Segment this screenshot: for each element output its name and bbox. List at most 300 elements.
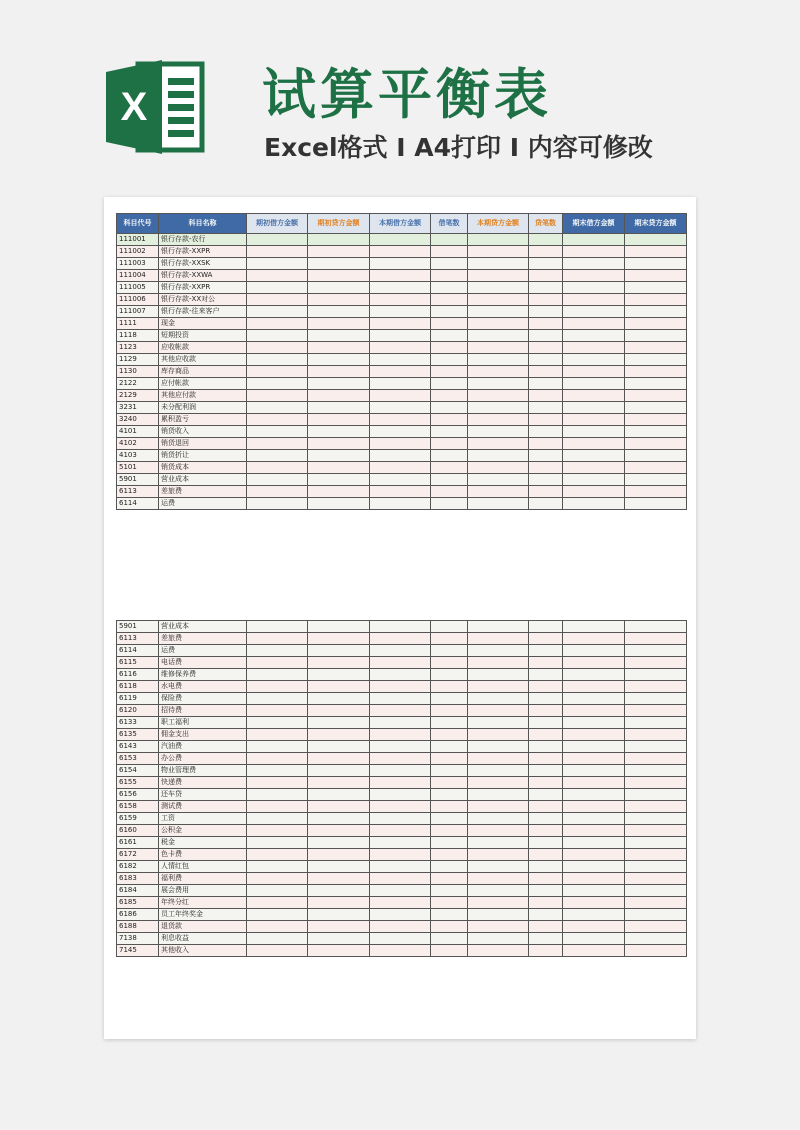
amount-cell[interactable] — [529, 633, 563, 645]
amount-cell[interactable] — [468, 306, 529, 318]
account-code-cell[interactable]: 6184 — [117, 885, 159, 897]
amount-cell[interactable] — [468, 789, 529, 801]
account-name-cell[interactable]: 应付帐款 — [159, 378, 247, 390]
amount-cell[interactable] — [468, 861, 529, 873]
amount-cell[interactable] — [563, 402, 625, 414]
amount-cell[interactable] — [468, 318, 529, 330]
account-code-cell[interactable]: 2122 — [117, 378, 159, 390]
amount-cell[interactable] — [625, 462, 687, 474]
amount-cell[interactable] — [431, 801, 468, 813]
amount-cell[interactable] — [625, 741, 687, 753]
amount-cell[interactable] — [431, 378, 468, 390]
amount-cell[interactable] — [370, 306, 431, 318]
account-name-cell[interactable]: 银行存款-XXWA — [159, 270, 247, 282]
amount-cell[interactable] — [529, 753, 563, 765]
amount-cell[interactable] — [625, 390, 687, 402]
account-code-cell[interactable]: 6119 — [117, 693, 159, 705]
amount-cell[interactable] — [529, 354, 563, 366]
amount-cell[interactable] — [468, 438, 529, 450]
amount-cell[interactable] — [370, 933, 431, 945]
amount-cell[interactable] — [370, 498, 431, 510]
amount-cell[interactable] — [625, 426, 687, 438]
amount-cell[interactable] — [625, 366, 687, 378]
amount-cell[interactable] — [468, 474, 529, 486]
amount-cell[interactable] — [563, 330, 625, 342]
account-code-cell[interactable]: 7145 — [117, 945, 159, 957]
amount-cell[interactable] — [247, 474, 308, 486]
amount-cell[interactable] — [247, 426, 308, 438]
amount-cell[interactable] — [563, 705, 625, 717]
amount-cell[interactable] — [431, 789, 468, 801]
amount-cell[interactable] — [468, 282, 529, 294]
account-name-cell[interactable]: 其他应收款 — [159, 354, 247, 366]
account-name-cell[interactable]: 银行存款-XXPR — [159, 246, 247, 258]
amount-cell[interactable] — [563, 909, 625, 921]
amount-cell[interactable] — [563, 318, 625, 330]
amount-cell[interactable] — [468, 342, 529, 354]
amount-cell[interactable] — [529, 294, 563, 306]
amount-cell[interactable] — [308, 741, 370, 753]
amount-cell[interactable] — [431, 909, 468, 921]
account-code-cell[interactable]: 6182 — [117, 861, 159, 873]
amount-cell[interactable] — [370, 825, 431, 837]
amount-cell[interactable] — [468, 885, 529, 897]
account-code-cell[interactable]: 6114 — [117, 498, 159, 510]
amount-cell[interactable] — [529, 498, 563, 510]
account-name-cell[interactable]: 其他应付款 — [159, 390, 247, 402]
amount-cell[interactable] — [563, 741, 625, 753]
account-name-cell[interactable]: 利息收益 — [159, 933, 247, 945]
amount-cell[interactable] — [431, 921, 468, 933]
amount-cell[interactable] — [431, 462, 468, 474]
amount-cell[interactable] — [563, 633, 625, 645]
amount-cell[interactable] — [529, 741, 563, 753]
account-code-cell[interactable]: 2129 — [117, 390, 159, 402]
amount-cell[interactable] — [308, 669, 370, 681]
amount-cell[interactable] — [308, 438, 370, 450]
account-name-cell[interactable]: 销货成本 — [159, 462, 247, 474]
amount-cell[interactable] — [370, 741, 431, 753]
amount-cell[interactable] — [529, 270, 563, 282]
amount-cell[interactable] — [529, 366, 563, 378]
amount-cell[interactable] — [468, 390, 529, 402]
amount-cell[interactable] — [308, 825, 370, 837]
amount-cell[interactable] — [468, 645, 529, 657]
account-code-cell[interactable]: 1130 — [117, 366, 159, 378]
amount-cell[interactable] — [247, 657, 308, 669]
amount-cell[interactable] — [529, 657, 563, 669]
account-code-cell[interactable]: 6159 — [117, 813, 159, 825]
amount-cell[interactable] — [529, 837, 563, 849]
amount-cell[interactable] — [308, 258, 370, 270]
account-code-cell[interactable]: 6115 — [117, 657, 159, 669]
amount-cell[interactable] — [625, 354, 687, 366]
amount-cell[interactable] — [625, 486, 687, 498]
amount-cell[interactable] — [563, 414, 625, 426]
amount-cell[interactable] — [529, 669, 563, 681]
amount-cell[interactable] — [308, 873, 370, 885]
amount-cell[interactable] — [468, 825, 529, 837]
amount-cell[interactable] — [468, 450, 529, 462]
amount-cell[interactable] — [370, 885, 431, 897]
account-name-cell[interactable]: 库存商品 — [159, 366, 247, 378]
account-name-cell[interactable]: 维修保养费 — [159, 669, 247, 681]
amount-cell[interactable] — [468, 705, 529, 717]
amount-cell[interactable] — [625, 765, 687, 777]
amount-cell[interactable] — [370, 921, 431, 933]
amount-cell[interactable] — [247, 837, 308, 849]
account-code-cell[interactable]: 111007 — [117, 306, 159, 318]
amount-cell[interactable] — [247, 741, 308, 753]
amount-cell[interactable] — [247, 246, 308, 258]
amount-cell[interactable] — [468, 354, 529, 366]
amount-cell[interactable] — [247, 366, 308, 378]
amount-cell[interactable] — [468, 234, 529, 246]
amount-cell[interactable] — [625, 318, 687, 330]
amount-cell[interactable] — [529, 705, 563, 717]
amount-cell[interactable] — [431, 414, 468, 426]
account-code-cell[interactable]: 6120 — [117, 705, 159, 717]
amount-cell[interactable] — [431, 294, 468, 306]
account-name-cell[interactable]: 营业成本 — [159, 474, 247, 486]
amount-cell[interactable] — [625, 669, 687, 681]
amount-cell[interactable] — [431, 933, 468, 945]
account-code-cell[interactable]: 7138 — [117, 933, 159, 945]
account-name-cell[interactable]: 公积金 — [159, 825, 247, 837]
amount-cell[interactable] — [247, 729, 308, 741]
amount-cell[interactable] — [625, 657, 687, 669]
amount-cell[interactable] — [625, 645, 687, 657]
amount-cell[interactable] — [431, 366, 468, 378]
amount-cell[interactable] — [563, 753, 625, 765]
amount-cell[interactable] — [247, 681, 308, 693]
amount-cell[interactable] — [468, 246, 529, 258]
account-code-cell[interactable]: 6161 — [117, 837, 159, 849]
amount-cell[interactable] — [308, 753, 370, 765]
amount-cell[interactable] — [431, 645, 468, 657]
amount-cell[interactable] — [625, 705, 687, 717]
amount-cell[interactable] — [247, 270, 308, 282]
amount-cell[interactable] — [370, 378, 431, 390]
account-code-cell[interactable]: 1129 — [117, 354, 159, 366]
account-name-cell[interactable]: 退货款 — [159, 921, 247, 933]
amount-cell[interactable] — [563, 801, 625, 813]
amount-cell[interactable] — [468, 633, 529, 645]
amount-cell[interactable] — [468, 717, 529, 729]
account-code-cell[interactable]: 111004 — [117, 270, 159, 282]
amount-cell[interactable] — [247, 765, 308, 777]
amount-cell[interactable] — [247, 801, 308, 813]
account-name-cell[interactable]: 销货收入 — [159, 426, 247, 438]
amount-cell[interactable] — [308, 462, 370, 474]
amount-cell[interactable] — [625, 474, 687, 486]
amount-cell[interactable] — [431, 426, 468, 438]
amount-cell[interactable] — [247, 330, 308, 342]
amount-cell[interactable] — [370, 366, 431, 378]
amount-cell[interactable] — [431, 825, 468, 837]
amount-cell[interactable] — [247, 258, 308, 270]
amount-cell[interactable] — [370, 681, 431, 693]
account-code-cell[interactable]: 5901 — [117, 621, 159, 633]
amount-cell[interactable] — [431, 330, 468, 342]
amount-cell[interactable] — [247, 450, 308, 462]
amount-cell[interactable] — [468, 849, 529, 861]
account-code-cell[interactable]: 6183 — [117, 873, 159, 885]
amount-cell[interactable] — [308, 402, 370, 414]
amount-cell[interactable] — [370, 669, 431, 681]
amount-cell[interactable] — [625, 933, 687, 945]
amount-cell[interactable] — [308, 450, 370, 462]
amount-cell[interactable] — [308, 426, 370, 438]
amount-cell[interactable] — [563, 474, 625, 486]
amount-cell[interactable] — [563, 270, 625, 282]
account-name-cell[interactable]: 年终分红 — [159, 897, 247, 909]
amount-cell[interactable] — [625, 825, 687, 837]
amount-cell[interactable] — [563, 813, 625, 825]
amount-cell[interactable] — [563, 873, 625, 885]
amount-cell[interactable] — [468, 909, 529, 921]
amount-cell[interactable] — [308, 813, 370, 825]
account-code-cell[interactable]: 6143 — [117, 741, 159, 753]
amount-cell[interactable] — [625, 633, 687, 645]
amount-cell[interactable] — [431, 258, 468, 270]
account-name-cell[interactable]: 运费 — [159, 645, 247, 657]
amount-cell[interactable] — [308, 717, 370, 729]
amount-cell[interactable] — [370, 621, 431, 633]
amount-cell[interactable] — [563, 498, 625, 510]
amount-cell[interactable] — [529, 402, 563, 414]
amount-cell[interactable] — [468, 378, 529, 390]
amount-cell[interactable] — [563, 669, 625, 681]
amount-cell[interactable] — [431, 474, 468, 486]
amount-cell[interactable] — [563, 621, 625, 633]
amount-cell[interactable] — [468, 729, 529, 741]
amount-cell[interactable] — [308, 897, 370, 909]
amount-cell[interactable] — [308, 933, 370, 945]
amount-cell[interactable] — [370, 861, 431, 873]
amount-cell[interactable] — [625, 861, 687, 873]
account-name-cell[interactable]: 办公费 — [159, 753, 247, 765]
amount-cell[interactable] — [308, 486, 370, 498]
account-name-cell[interactable]: 差旅费 — [159, 633, 247, 645]
amount-cell[interactable] — [625, 258, 687, 270]
amount-cell[interactable] — [247, 306, 308, 318]
amount-cell[interactable] — [431, 402, 468, 414]
amount-cell[interactable] — [431, 741, 468, 753]
amount-cell[interactable] — [529, 885, 563, 897]
amount-cell[interactable] — [529, 765, 563, 777]
amount-cell[interactable] — [370, 282, 431, 294]
account-code-cell[interactable]: 5101 — [117, 462, 159, 474]
account-code-cell[interactable]: 111002 — [117, 246, 159, 258]
amount-cell[interactable] — [247, 885, 308, 897]
amount-cell[interactable] — [468, 426, 529, 438]
account-name-cell[interactable]: 销货折让 — [159, 450, 247, 462]
amount-cell[interactable] — [308, 909, 370, 921]
amount-cell[interactable] — [370, 813, 431, 825]
account-code-cell[interactable]: 6158 — [117, 801, 159, 813]
amount-cell[interactable] — [247, 933, 308, 945]
amount-cell[interactable] — [468, 945, 529, 957]
account-code-cell[interactable]: 6185 — [117, 897, 159, 909]
amount-cell[interactable] — [563, 342, 625, 354]
amount-cell[interactable] — [431, 777, 468, 789]
amount-cell[interactable] — [529, 282, 563, 294]
amount-cell[interactable] — [431, 753, 468, 765]
account-name-cell[interactable]: 差旅费 — [159, 486, 247, 498]
amount-cell[interactable] — [529, 921, 563, 933]
account-name-cell[interactable]: 物业管理费 — [159, 765, 247, 777]
account-name-cell[interactable]: 工资 — [159, 813, 247, 825]
account-name-cell[interactable]: 保险费 — [159, 693, 247, 705]
amount-cell[interactable] — [308, 765, 370, 777]
amount-cell[interactable] — [308, 837, 370, 849]
amount-cell[interactable] — [370, 717, 431, 729]
amount-cell[interactable] — [431, 885, 468, 897]
account-code-cell[interactable]: 6118 — [117, 681, 159, 693]
amount-cell[interactable] — [370, 789, 431, 801]
amount-cell[interactable] — [529, 897, 563, 909]
amount-cell[interactable] — [247, 402, 308, 414]
amount-cell[interactable] — [563, 657, 625, 669]
amount-cell[interactable] — [370, 801, 431, 813]
account-code-cell[interactable]: 6154 — [117, 765, 159, 777]
account-code-cell[interactable]: 111001 — [117, 234, 159, 246]
amount-cell[interactable] — [247, 873, 308, 885]
account-name-cell[interactable]: 税金 — [159, 837, 247, 849]
amount-cell[interactable] — [431, 354, 468, 366]
amount-cell[interactable] — [529, 390, 563, 402]
amount-cell[interactable] — [431, 669, 468, 681]
amount-cell[interactable] — [529, 933, 563, 945]
amount-cell[interactable] — [247, 234, 308, 246]
amount-cell[interactable] — [529, 909, 563, 921]
amount-cell[interactable] — [247, 897, 308, 909]
amount-cell[interactable] — [468, 258, 529, 270]
amount-cell[interactable] — [625, 378, 687, 390]
amount-cell[interactable] — [370, 450, 431, 462]
amount-cell[interactable] — [431, 717, 468, 729]
amount-cell[interactable] — [370, 342, 431, 354]
amount-cell[interactable] — [370, 402, 431, 414]
amount-cell[interactable] — [563, 282, 625, 294]
account-code-cell[interactable]: 6188 — [117, 921, 159, 933]
amount-cell[interactable] — [431, 897, 468, 909]
amount-cell[interactable] — [529, 258, 563, 270]
account-name-cell[interactable]: 银行存款-XX对公 — [159, 294, 247, 306]
account-code-cell[interactable]: 1111 — [117, 318, 159, 330]
account-code-cell[interactable]: 6113 — [117, 486, 159, 498]
amount-cell[interactable] — [625, 885, 687, 897]
amount-cell[interactable] — [370, 414, 431, 426]
account-code-cell[interactable]: 111006 — [117, 294, 159, 306]
amount-cell[interactable] — [625, 693, 687, 705]
amount-cell[interactable] — [563, 777, 625, 789]
amount-cell[interactable] — [431, 837, 468, 849]
amount-cell[interactable] — [431, 633, 468, 645]
amount-cell[interactable] — [308, 729, 370, 741]
amount-cell[interactable] — [370, 294, 431, 306]
amount-cell[interactable] — [529, 801, 563, 813]
amount-cell[interactable] — [468, 837, 529, 849]
amount-cell[interactable] — [247, 318, 308, 330]
amount-cell[interactable] — [529, 378, 563, 390]
amount-cell[interactable] — [247, 486, 308, 498]
account-name-cell[interactable]: 运费 — [159, 498, 247, 510]
amount-cell[interactable] — [468, 741, 529, 753]
amount-cell[interactable] — [370, 474, 431, 486]
amount-cell[interactable] — [625, 342, 687, 354]
amount-cell[interactable] — [247, 717, 308, 729]
account-code-cell[interactable]: 3240 — [117, 414, 159, 426]
amount-cell[interactable] — [529, 789, 563, 801]
amount-cell[interactable] — [247, 414, 308, 426]
amount-cell[interactable] — [308, 645, 370, 657]
amount-cell[interactable] — [625, 681, 687, 693]
amount-cell[interactable] — [247, 861, 308, 873]
account-code-cell[interactable]: 6153 — [117, 753, 159, 765]
amount-cell[interactable] — [308, 474, 370, 486]
amount-cell[interactable] — [563, 765, 625, 777]
amount-cell[interactable] — [308, 366, 370, 378]
account-code-cell[interactable]: 111005 — [117, 282, 159, 294]
amount-cell[interactable] — [247, 390, 308, 402]
amount-cell[interactable] — [563, 837, 625, 849]
amount-cell[interactable] — [468, 402, 529, 414]
amount-cell[interactable] — [370, 633, 431, 645]
amount-cell[interactable] — [625, 438, 687, 450]
amount-cell[interactable] — [247, 438, 308, 450]
amount-cell[interactable] — [563, 861, 625, 873]
amount-cell[interactable] — [247, 825, 308, 837]
amount-cell[interactable] — [370, 234, 431, 246]
amount-cell[interactable] — [431, 657, 468, 669]
account-code-cell[interactable]: 6113 — [117, 633, 159, 645]
amount-cell[interactable] — [247, 789, 308, 801]
amount-cell[interactable] — [529, 318, 563, 330]
amount-cell[interactable] — [431, 390, 468, 402]
amount-cell[interactable] — [625, 621, 687, 633]
amount-cell[interactable] — [468, 765, 529, 777]
amount-cell[interactable] — [370, 645, 431, 657]
amount-cell[interactable] — [563, 486, 625, 498]
account-name-cell[interactable]: 应收帐款 — [159, 342, 247, 354]
amount-cell[interactable] — [370, 354, 431, 366]
amount-cell[interactable] — [563, 789, 625, 801]
amount-cell[interactable] — [308, 777, 370, 789]
account-name-cell[interactable]: 未分配利润 — [159, 402, 247, 414]
amount-cell[interactable] — [431, 813, 468, 825]
account-name-cell[interactable]: 佣金支出 — [159, 729, 247, 741]
amount-cell[interactable] — [529, 729, 563, 741]
amount-cell[interactable] — [370, 258, 431, 270]
amount-cell[interactable] — [308, 246, 370, 258]
amount-cell[interactable] — [468, 681, 529, 693]
account-name-cell[interactable]: 销货退回 — [159, 438, 247, 450]
amount-cell[interactable] — [431, 498, 468, 510]
amount-cell[interactable] — [468, 753, 529, 765]
amount-cell[interactable] — [625, 777, 687, 789]
amount-cell[interactable] — [247, 669, 308, 681]
amount-cell[interactable] — [529, 777, 563, 789]
amount-cell[interactable] — [247, 945, 308, 957]
amount-cell[interactable] — [308, 921, 370, 933]
amount-cell[interactable] — [308, 945, 370, 957]
amount-cell[interactable] — [247, 282, 308, 294]
amount-cell[interactable] — [468, 294, 529, 306]
amount-cell[interactable] — [370, 897, 431, 909]
amount-cell[interactable] — [431, 306, 468, 318]
